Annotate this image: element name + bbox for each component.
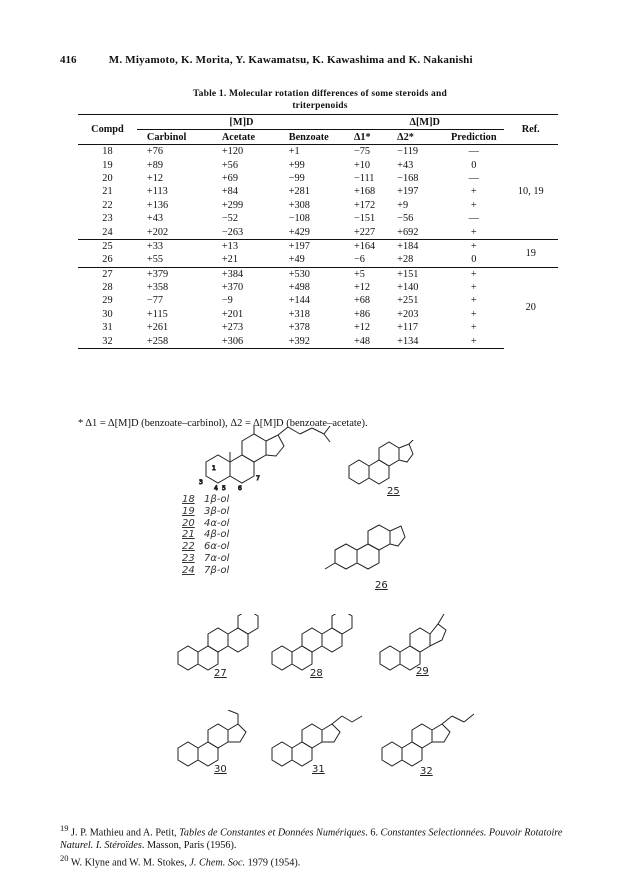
label-31: 31 — [312, 764, 325, 775]
header-prediction: Prediction — [450, 131, 497, 143]
cell-pred: + — [470, 282, 477, 294]
header-benzoate: Benzoate — [288, 131, 329, 143]
table-row — [78, 294, 558, 307]
cell-pred: + — [470, 295, 477, 307]
cell-compd: 28 — [102, 282, 113, 294]
cell-carbinol: +55 — [146, 254, 164, 266]
reference-20-authors: W. Klyne and W. M. Stokes, — [70, 857, 190, 869]
atom-label-4: 4 — [214, 485, 218, 492]
cell-acetate: +21 — [221, 254, 238, 266]
atom-label-3: 3 — [199, 479, 203, 486]
cell-compd: 30 — [102, 308, 113, 320]
cell-pred: — — [468, 172, 479, 184]
reference-20-mark: 20 — [60, 853, 69, 864]
cell-carbinol: +113 — [146, 186, 168, 198]
references — [60, 822, 580, 870]
cell-d2: +43 — [397, 159, 414, 171]
cell-acetate: +273 — [221, 322, 244, 334]
authors-line: M. Miyamoto, K. Morita, Y. Kawamatsu, K. Kawashima and K. Nakanishi — [108, 54, 473, 66]
cell-d1: +68 — [353, 295, 371, 307]
label-25: 25 — [387, 486, 400, 497]
cell-benzoate: +1 — [288, 146, 300, 158]
running-header — [60, 54, 580, 66]
cell-compd: 25 — [78, 239, 137, 253]
cell-d1: −6 — [353, 254, 365, 266]
cell-compd: 31 — [102, 322, 113, 334]
cell-pred: + — [444, 267, 504, 281]
cell-acetate: +120 — [221, 146, 244, 158]
table-row — [78, 308, 558, 321]
atom-label-1: 1 — [212, 465, 216, 472]
cell-d2: −56 — [397, 213, 414, 225]
cell-acetate: −9 — [221, 295, 233, 307]
cell-d1: −75 — [353, 146, 371, 158]
table-row — [78, 281, 558, 294]
cell-compd: 19 — [102, 159, 113, 171]
cell-benzoate: +429 — [288, 226, 310, 238]
reference-19-series: Constantes Selectionnées. Pouvoir Rotatoire Naturel. I. Stéroïdes — [60, 827, 563, 852]
table-row — [78, 172, 558, 185]
reference-19-publisher: . Masson, Paris (1956). — [141, 840, 237, 852]
list-item: 20 4α-ol — [182, 517, 230, 529]
cell-carbinol: +358 — [146, 282, 169, 294]
header-ref: Ref. — [521, 124, 540, 135]
cell-acetate: +306 — [210, 334, 281, 348]
cell-d2: +197 — [397, 186, 419, 198]
label-29: 29 — [416, 666, 429, 677]
cell-d1: +5 — [346, 267, 393, 281]
table-caption — [110, 88, 530, 112]
cell-acetate: +13 — [210, 239, 281, 253]
cell-d2: +692 — [397, 226, 419, 238]
header-md: [M]D — [137, 115, 346, 130]
cell-pred: + — [470, 186, 477, 198]
list-item: 22 6α-ol — [182, 541, 230, 553]
cell-carbinol: +202 — [146, 226, 169, 238]
cell-pred: 0 — [471, 254, 477, 266]
cell-d2: +151 — [393, 267, 444, 281]
cell-compd: 29 — [102, 295, 113, 307]
cell-carbinol: +136 — [146, 199, 169, 211]
reference-19-authors: J. P. Mathieu and A. Petit, — [71, 827, 180, 839]
cell-benzoate: +197 — [281, 239, 346, 253]
reference-19 — [60, 822, 580, 852]
cell-acetate: +201 — [221, 308, 244, 320]
cell-pred: + — [444, 239, 504, 253]
cell-d2: +203 — [397, 308, 419, 320]
cell-benzoate: −99 — [288, 172, 305, 184]
cell-d2: +184 — [393, 239, 444, 253]
cell-d1: +12 — [353, 322, 371, 334]
table-row — [78, 185, 558, 198]
header-compd: Compd — [91, 124, 124, 135]
cell-compd: 24 — [102, 226, 113, 238]
cell-pred: + — [444, 334, 504, 348]
table-row — [78, 225, 558, 239]
cell-compd: 23 — [102, 213, 113, 225]
label-28: 28 — [310, 668, 323, 679]
header-dmd: Δ[M]D — [346, 115, 504, 130]
cell-benzoate: −108 — [288, 213, 310, 225]
reference-19-title: Tables de Constantes et Données Numériques — [179, 827, 366, 839]
page-number: 416 — [60, 54, 77, 66]
label-30: 30 — [214, 764, 227, 775]
cell-d1: +168 — [353, 186, 376, 198]
cell-pred: — — [468, 146, 479, 158]
cell-pred: 0 — [471, 159, 477, 171]
cell-d1: +12 — [353, 282, 371, 294]
table-row — [78, 158, 558, 171]
cell-benzoate: +318 — [288, 308, 310, 320]
cell-benzoate: +144 — [288, 295, 310, 307]
cell-acetate: +84 — [221, 186, 238, 198]
cell-pred: + — [470, 322, 477, 334]
table-row — [78, 321, 558, 334]
structure-steroid-skeleton — [196, 422, 356, 492]
cell-acetate: +370 — [221, 282, 244, 294]
cell-carbinol: −77 — [146, 295, 164, 307]
structure-32 — [372, 712, 482, 777]
cell-compd: 22 — [102, 199, 113, 211]
cell-compd: 21 — [102, 186, 113, 198]
cell-d1: −151 — [353, 213, 376, 225]
cell-d2: +9 — [397, 199, 409, 211]
label-27: 27 — [214, 668, 227, 679]
structure-26 — [315, 520, 425, 591]
structure-25 — [345, 440, 435, 497]
cell-carbinol: +115 — [146, 308, 168, 320]
cell-acetate: +56 — [221, 159, 238, 171]
table-caption-line1: Table 1. Molecular rotation differences of some steroids and — [193, 89, 447, 99]
list-item: 23 7α-ol — [182, 552, 230, 564]
label-32: 32 — [420, 766, 433, 777]
structure-27 — [168, 614, 268, 679]
rotation-table — [78, 114, 558, 349]
cell-compd: 18 — [102, 146, 113, 158]
cell-d2: +140 — [397, 282, 419, 294]
cell-carbinol: +33 — [137, 239, 210, 253]
cell-benzoate: +49 — [288, 254, 305, 266]
cell-benzoate: +308 — [288, 199, 310, 211]
cell-d1: +227 — [353, 226, 376, 238]
table-row — [78, 267, 558, 281]
cell-benzoate: +378 — [288, 322, 310, 334]
cell-benzoate: +498 — [288, 282, 310, 294]
header-delta1: Δ1* — [353, 131, 371, 143]
cell-ref: 20 — [504, 267, 558, 348]
cell-compd: 26 — [102, 254, 113, 266]
cell-benzoate: +392 — [281, 334, 346, 348]
structure-28 — [262, 614, 362, 679]
cell-pred: + — [470, 308, 477, 320]
cell-d2: +28 — [397, 254, 414, 266]
cell-d1: +172 — [353, 199, 376, 211]
cell-d1: +86 — [353, 308, 371, 320]
cell-carbinol: +76 — [146, 146, 164, 158]
atom-label-7: 7 — [256, 475, 260, 482]
cell-ref: 19 — [504, 239, 558, 267]
cell-carbinol: +379 — [137, 267, 210, 281]
cell-pred: + — [470, 199, 477, 211]
cell-acetate: +69 — [221, 172, 238, 184]
cell-acetate: −263 — [221, 226, 244, 238]
cell-acetate: +384 — [210, 267, 281, 281]
cell-d2: +251 — [397, 295, 419, 307]
list-item: 21 4β-ol — [182, 529, 230, 541]
structure-30 — [168, 710, 268, 775]
cell-d1: +164 — [346, 239, 393, 253]
cell-carbinol: +43 — [146, 213, 164, 225]
reference-19-part: . 6. — [365, 827, 381, 839]
reference-19-mark: 19 — [60, 823, 69, 833]
cell-carbinol: +261 — [146, 322, 169, 334]
cell-carbinol: +89 — [146, 159, 164, 171]
table-row — [78, 239, 558, 253]
header-carbinol: Carbinol — [146, 131, 187, 143]
cell-compd: 27 — [78, 267, 137, 281]
cell-acetate: −52 — [221, 213, 238, 225]
cell-benzoate: +281 — [288, 186, 310, 198]
cell-acetate: +299 — [221, 199, 244, 211]
cell-d1: −111 — [353, 172, 375, 184]
cell-compd: 20 — [102, 172, 113, 184]
table-row — [78, 334, 558, 348]
table-row — [78, 212, 558, 225]
cell-pred: + — [470, 226, 477, 238]
cell-d1: +48 — [346, 334, 393, 348]
cell-d2: +134 — [393, 334, 444, 348]
cell-d2: −119 — [397, 146, 419, 158]
structure-31 — [262, 710, 372, 775]
header-acetate: Acetate — [221, 131, 256, 143]
table-row — [78, 145, 558, 159]
list-item: 19 3β-ol — [182, 505, 230, 517]
cell-benzoate: +530 — [281, 267, 346, 281]
structure-29 — [370, 610, 470, 677]
cell-pred: — — [468, 213, 479, 225]
reference-20-journal: J. Chem. Soc. — [189, 857, 246, 869]
table-body — [78, 145, 558, 349]
cell-compd: 32 — [78, 334, 137, 348]
label-26: 26 — [375, 580, 388, 591]
cell-benzoate: +99 — [288, 159, 305, 171]
reference-20-citation: 1979 (1954). — [245, 857, 301, 869]
cell-d1: +10 — [353, 159, 371, 171]
table-footnote: * Δ1 = Δ[M]D (benzoate–carbinol), Δ2 = Δ[M]D (benzoate–acetate). — [78, 418, 368, 429]
header-delta2: Δ2* — [397, 131, 414, 143]
cell-carbinol: +258 — [137, 334, 210, 348]
atom-label-5: 5 — [222, 485, 226, 492]
table-caption-line2: triterpenoids — [292, 101, 348, 111]
cell-carbinol: +12 — [146, 172, 164, 184]
list-item: 18 1β-ol — [182, 494, 230, 505]
reference-20 — [60, 852, 580, 869]
cell-ref: 10, 19 — [517, 186, 544, 198]
cell-d2: +117 — [397, 322, 419, 334]
atom-label-6: 6 — [238, 485, 242, 492]
list-item: 24 7β-ol — [182, 564, 230, 576]
table-row — [78, 199, 558, 212]
cell-d2: −168 — [397, 172, 419, 184]
table-row — [78, 253, 558, 267]
substituent-list — [182, 494, 229, 577]
